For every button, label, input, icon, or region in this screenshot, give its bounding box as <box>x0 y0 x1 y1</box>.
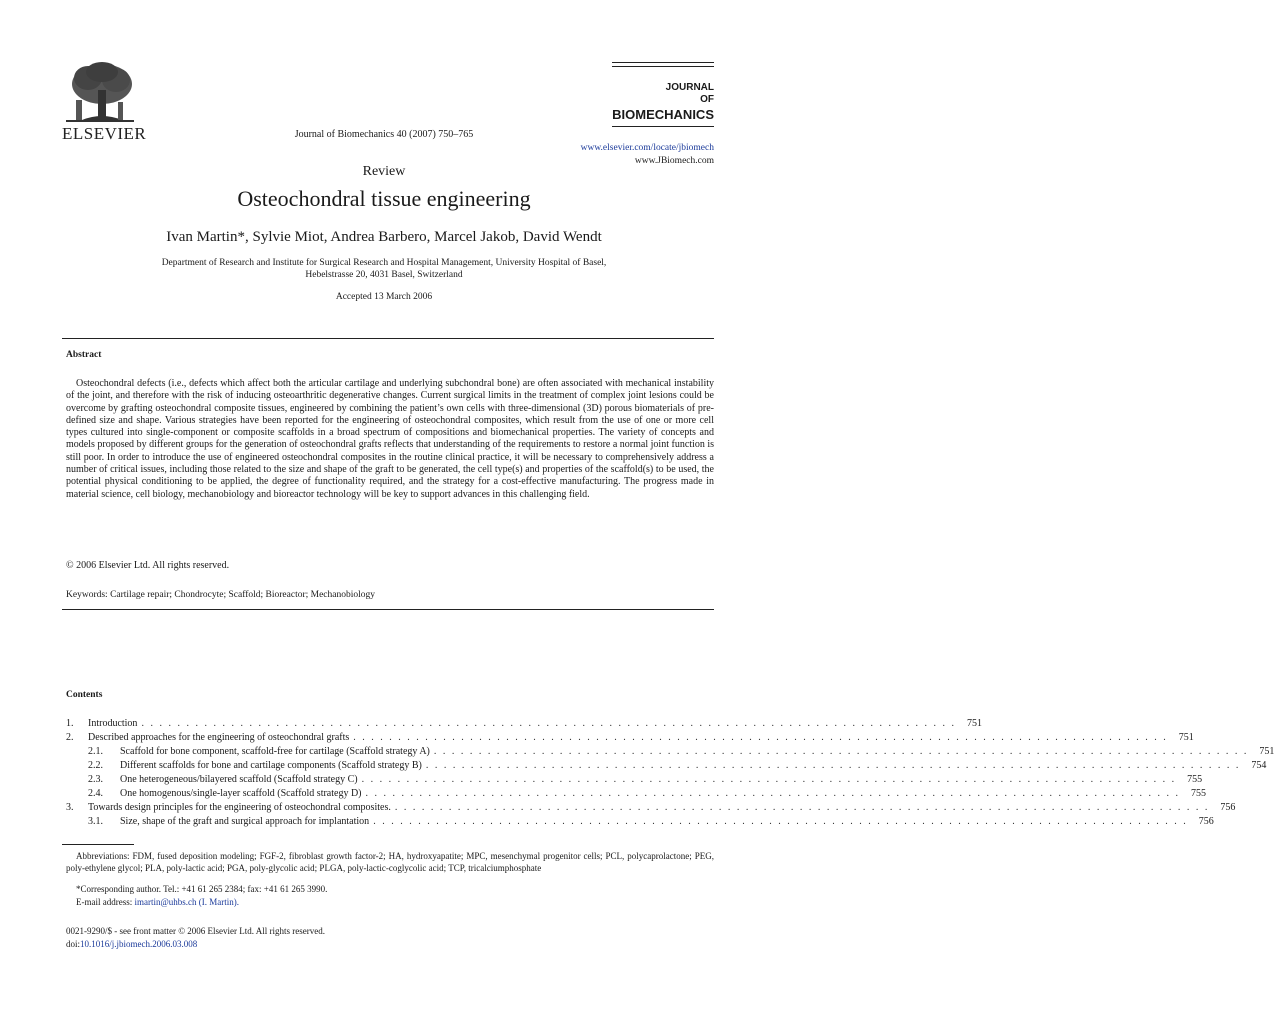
toc-number: 3.1. <box>88 816 103 827</box>
issn-line: 0021-9290/$ - see front matter © 2006 Elsevier Ltd. All rights reserved. <box>66 926 326 936</box>
toc-number: 1. <box>66 718 74 729</box>
affiliation: Hebelstrasse 20, 4031 Basel, Switzerland <box>305 270 463 280</box>
toc-title: One heterogeneous/bilayered scaffold (Scaffold strategy C) <box>120 774 358 785</box>
toc-title: Introduction <box>88 718 138 729</box>
journal-url-secondary: www.JBiomech.com <box>634 156 714 166</box>
copyright-notice: © 2006 Elsevier Ltd. All rights reserved. <box>66 560 230 571</box>
toc-entry[interactable] <box>66 802 1236 815</box>
journal-url-link[interactable]: www.elsevier.com/locate/jbiomech <box>580 143 714 153</box>
toc-page: 756 <box>1220 802 1236 813</box>
abbreviations-footnote: Abbreviations: FDM, fused deposition modeling; FGF-2, fibroblast growth factor-2; HA, hydroxyapatite; MPC, mesenchymal progenitor cells; PCL, polycaprolactone; PEG, poly-ethylene glycol; PLA, poly-lactic acid; PGA, poly-glycolic acid; PLGA, poly-lactic-coglycolic acid; TCP, tricalciumphosphate <box>66 851 714 873</box>
journal-citation: Journal of Biomechanics 40 (2007) 750–765 <box>294 129 474 140</box>
abstract-bottom-rule <box>62 609 714 610</box>
affiliation: Department of Research and Institute for Surgical Research and Hospital Management, University Hospital of Basel, <box>161 258 607 268</box>
toc-page: 751 <box>1259 746 1274 757</box>
toc-page: 754 <box>1251 760 1267 771</box>
toc-title: Towards design principles for the engineering of osteochondral composites. <box>88 802 391 813</box>
publisher-name: ELSEVIER <box>62 124 147 143</box>
toc-page: 751 <box>966 718 982 729</box>
toc-title: Scaffold for bone component, scaffold-free for cartilage (Scaffold strategy A) <box>120 746 430 757</box>
toc-number: 3. <box>66 802 74 813</box>
abstract-text: Osteochondral defects (i.e., defects which affect both the articular cartilage and underlying subchondral bone) are often associated with mechanical instability of the joint, and therefore with the risk of inducing osteoarthritic degenerative changes. Current surgical limits in the treatment of complex joint lesions could be overcome by grafting osteochondral composite tissues, engineered by combining the patient’s own cells with three-dimensional (3D) porous biomaterials of pre-defined size and shape. Various strategies have been reported for the engineering of osteochondral composites, which result from the use of one or more cell types cultured into single-component or composite scaffolds in a broad spectrum of compositions and biomechanical properties. The variety of concepts and models proposed by different groups for the generation of osteochondral grafts reflects that understanding of the requirements to restore a normal joint function is still poor. In order to introduce the use of engineered osteochondral composites in the routine clinical practice, it will be necessary to comprehensively address a number of critical issues, including those related to the size and shape of the graft to be generated, the cell type(s) and properties of the scaffold(s) to be used, the potential physical conditioning to be applied, the degree of functionality required, and the strategy for a cost-effective manufacturing. The progress made in material science, cell biology, mechanobiology and bioreactor technology will be key to support advances in this challenging field. <box>66 378 714 500</box>
article-title: Osteochondral tissue engineering <box>237 186 531 211</box>
email-label: E-mail address: <box>76 897 135 907</box>
toc-page: 751 <box>1178 732 1194 743</box>
doi-line <box>66 939 197 949</box>
contents-heading: Contents <box>66 690 103 700</box>
toc-page: 755 <box>1187 774 1203 785</box>
toc-number: 2.3. <box>88 774 103 785</box>
toc-leader: . . . . . . . . . . . . . . . . . . . . . . . . . . . . . . . . . . . . . . . . . . . . . . . . . . . . . . . . . . . . . . . . . . . . . . . . . . . . . . . . . . . . . . . . . . . <box>353 732 1168 743</box>
toc-leader: . . . . . . . . . . . . . . . . . . . . . . . . . . . . . . . . . . . . . . . . . . . . . . . . . . . . . . . . . . . . . . . . . . . . . . . . . . . . . . . . . . . . . . . . . . . <box>373 816 1188 827</box>
toc-number: 2.2. <box>88 760 103 771</box>
header-rule <box>612 62 714 63</box>
toc-entry[interactable] <box>66 732 1194 745</box>
toc-entry[interactable] <box>66 746 1274 759</box>
toc-page: 755 <box>1191 788 1207 799</box>
keywords: Keywords: Cartilage repair; Chondrocyte; Scaffold; Bioreactor; Mechanobiology <box>66 590 376 600</box>
toc-entry[interactable] <box>66 816 1214 829</box>
author-list: Ivan Martin*, Sylvie Miot, Andrea Barbero, Marcel Jakob, David Wendt <box>166 229 602 245</box>
email-link[interactable]: imartin@uhbs.ch (I. Martin). <box>134 897 239 907</box>
corresponding-author-footnote: *Corresponding author. Tel.: +41 61 265 2384; fax: +41 61 265 3990. <box>76 884 328 894</box>
toc-title: Size, shape of the graft and surgical approach for implantation <box>120 816 370 827</box>
toc-leader: . . . . . . . . . . . . . . . . . . . . . . . . . . . . . . . . . . . . . . . . . . . . . . . . . . . . . . . . . . . . . . . . . . . . . . . . . . . . . . . . . . . . . . . . . . . <box>394 802 1210 813</box>
doi-link[interactable]: 10.1016/j.jbiomech.2006.03.008 <box>80 939 198 949</box>
toc-entry[interactable] <box>66 718 982 731</box>
toc-number: 2.1. <box>88 746 103 757</box>
toc-leader: . . . . . . . . . . . . . . . . . . . . . . . . . . . . . . . . . . . . . . . . . . . . . . . . . . . . . . . . . . . . . . . . . . . . . . . . . . . . . . . . . . . . . . . . . . . <box>433 746 1249 757</box>
toc-leader: . . . . . . . . . . . . . . . . . . . . . . . . . . . . . . . . . . . . . . . . . . . . . . . . . . . . . . . . . . . . . . . . . . . . . . . . . . . . . . . . . . . . . . . . . . . <box>141 718 956 729</box>
journal-name-line2: OF <box>700 94 714 105</box>
toc-number: 2. <box>66 732 74 743</box>
toc-entry[interactable] <box>66 760 1267 773</box>
toc-leader: . . . . . . . . . . . . . . . . . . . . . . . . . . . . . . . . . . . . . . . . . . . . . . . . . . . . . . . . . . . . . . . . . . . . . . . . . . . . . . . . . . . . . . . . . . . <box>365 788 1181 799</box>
toc-title: Different scaffolds for bone and cartilage components (Scaffold strategy B) <box>120 760 422 771</box>
toc-leader: . . . . . . . . . . . . . . . . . . . . . . . . . . . . . . . . . . . . . . . . . . . . . . . . . . . . . . . . . . . . . . . . . . . . . . . . . . . . . . . . . . . . . . . . . . . <box>425 760 1241 771</box>
toc-number: 2.4. <box>88 788 103 799</box>
email-footnote <box>76 897 239 907</box>
journal-name-line3: BIOMECHANICS <box>612 107 714 122</box>
toc-entry[interactable] <box>66 774 1203 787</box>
footnote-rule <box>62 844 134 845</box>
abstract-heading: Abstract <box>66 350 102 360</box>
toc-leader: . . . . . . . . . . . . . . . . . . . . . . . . . . . . . . . . . . . . . . . . . . . . . . . . . . . . . . . . . . . . . . . . . . . . . . . . . . . . . . . . . . . . . . . . . . . <box>361 774 1177 785</box>
journal-name-line1: JOURNAL <box>665 82 714 93</box>
doi-label: doi: <box>66 939 81 949</box>
toc-title: Described approaches for the engineering of osteochondral grafts <box>88 732 350 743</box>
toc-title: One homogenous/single-layer scaffold (Scaffold strategy D) <box>120 788 362 799</box>
header-rule <box>612 126 714 127</box>
toc-entry[interactable] <box>66 788 1207 801</box>
accepted-date: Accepted 13 March 2006 <box>335 292 433 302</box>
article-type: Review <box>362 164 406 179</box>
toc-page: 756 <box>1198 816 1214 827</box>
header-rule <box>612 66 714 67</box>
abstract-top-rule <box>62 338 714 339</box>
